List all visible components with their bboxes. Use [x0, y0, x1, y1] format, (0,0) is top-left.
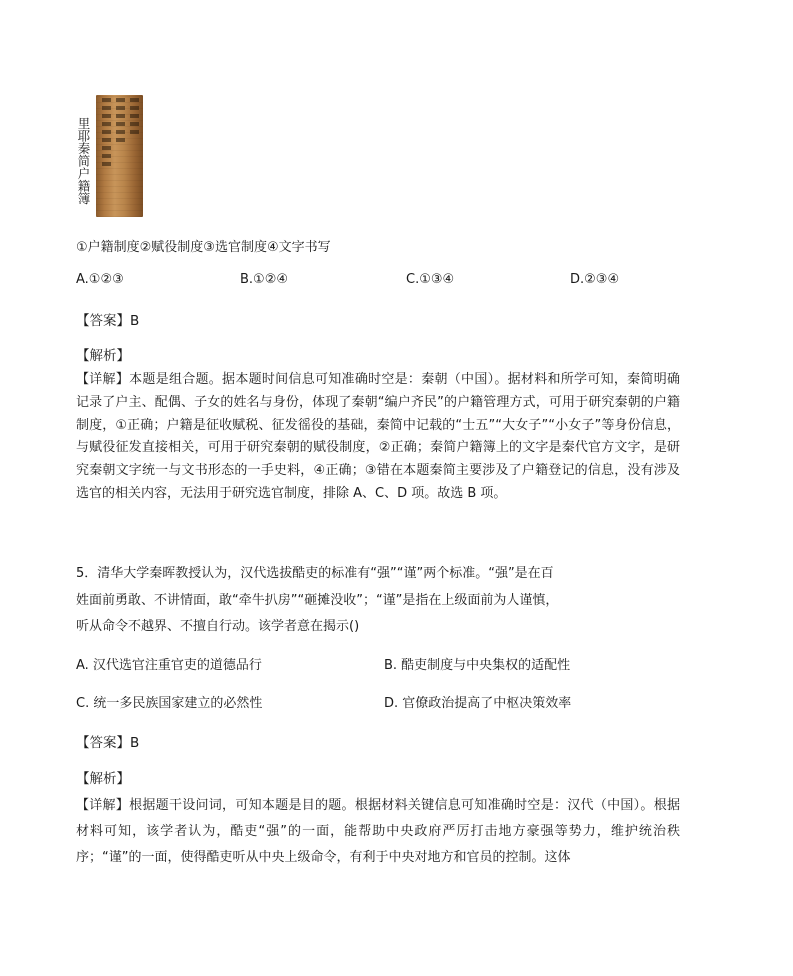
- q4-detail-paragraph: 【详解】本题是组合题。据本题时间信息可知准确时空是：秦朝（中国）。据材料和所学可知，秦简明确记录了户主、配偶、子女的姓名与身份，体现了秦朝“编户齐民”的户籍管理方式，可用于研究秦朝的户籍制度，①正确；户籍是征收赋税、征发徭役的基础，秦简中记载的“士五”“大女子”“小女子”等身份信息，与赋役征发直接相关，可用于研究秦朝的赋役制度，②正确；秦简户籍簿上的文字是秦代官方文字，是研究秦朝文字统一与文书形态的一手史料，④正确；③错在本题秦简主要涉及了户籍登记的信息，没有涉及选官的相关内容，无法用于研究选官制度，排除 A、C、D 项。故选 B 项。: [76, 372, 680, 501]
- slip-writing-column: [102, 98, 111, 168]
- bamboo-slip-image: [96, 95, 143, 217]
- q4-options: [76, 270, 696, 290]
- q4-option-a: A.①②③: [76, 272, 124, 287]
- qin-slip-figure: [76, 95, 156, 220]
- q4-option-c: C.①③④: [406, 272, 455, 287]
- q5-answer: 【答案】B: [76, 735, 140, 751]
- figure-caption: 里耶秦简户籍簿: [76, 117, 91, 205]
- q5-stem-line: 听从命令不越界、不擅自行动。该学者意在揭示(): [76, 619, 360, 635]
- q4-answer: 【答案】B: [76, 313, 140, 329]
- slip-writing-column: [116, 98, 125, 146]
- q4-items-line: ①户籍制度②赋役制度③选官制度④文字书写: [76, 240, 331, 255]
- slip-writing-column: [130, 98, 139, 138]
- q5-option-b: B. 酷吏制度与中央集权的适配性: [384, 658, 571, 673]
- q5-detail-paragraph: 【详解】根据题干设问词，可知本题是目的题。根据材料关键信息可知准确时空是：汉代（中国）。根据材料可知，该学者认为，酷吏“强”的一面，能帮助中央政府严厉打击地方豪强等势力，维护统治秩序；“谨”的一面，使得酷吏听从中央上级命令，有利于中央对地方和官员的控制。这体: [76, 798, 680, 866]
- q5-option-d: D. 官僚政治提高了中枢决策效率: [384, 696, 572, 711]
- q4-analysis-heading: 【解析】: [76, 348, 130, 364]
- q5-stem-line: 姓面前勇敢、不讲情面，敢“牵牛扒房”“砸摊没收”；“谨”是指在上级面前为人谨慎，: [76, 592, 559, 608]
- q4-option-d: D.②③④: [570, 272, 620, 287]
- q5-option-c: C. 统一多民族国家建立的必然性: [76, 696, 263, 711]
- q5-analysis-heading: 【解析】: [76, 771, 130, 787]
- q5-stem-line: 5．清华大学秦晖教授认为，汉代选拔酷吏的标准有“强”“谨”两个标准。“强”是在百: [76, 566, 554, 581]
- q4-option-b: B.①②④: [240, 272, 289, 287]
- q5-stem: [76, 561, 676, 641]
- q5-option-a: A. 汉代选官注重官吏的道德品行: [76, 658, 262, 673]
